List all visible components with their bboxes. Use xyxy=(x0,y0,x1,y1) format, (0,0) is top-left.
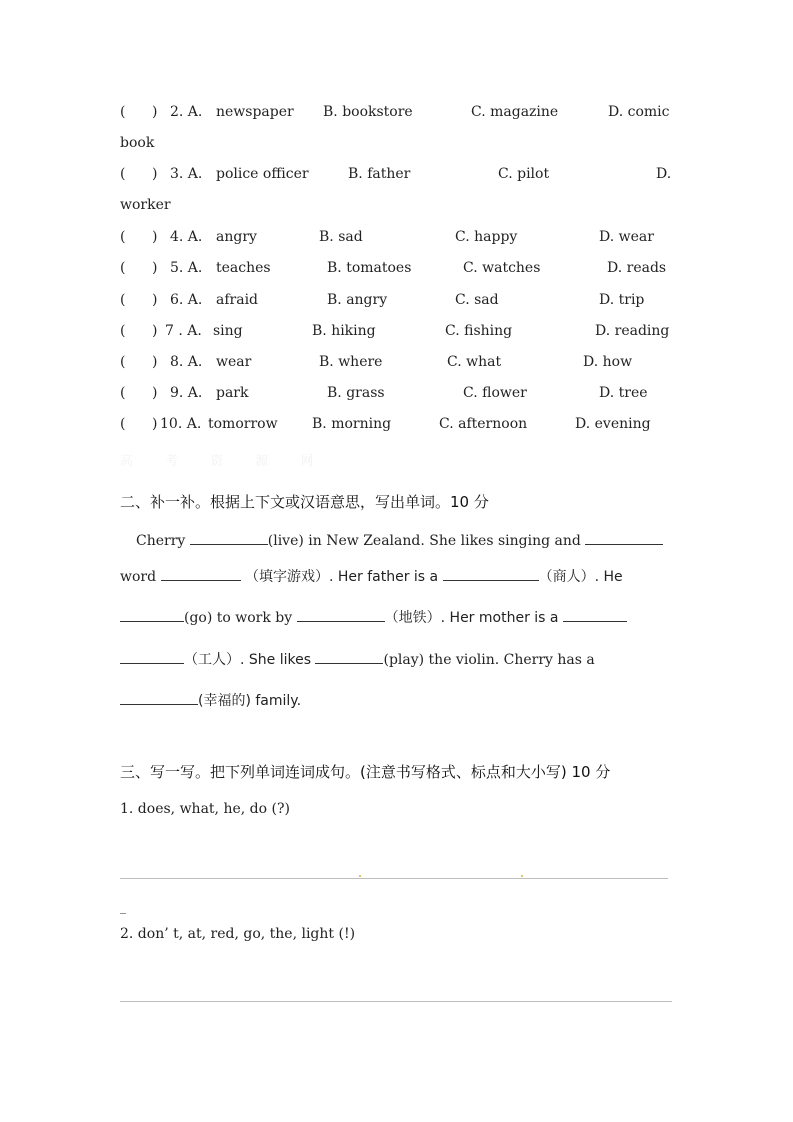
answer-paren-close: ) xyxy=(152,323,158,339)
option-a: angry xyxy=(216,229,257,245)
fill-text: (play) the violin. Cherry has a xyxy=(383,652,595,668)
option-a: sing xyxy=(213,323,243,339)
fill-text: （商人）. He xyxy=(538,569,623,585)
answer-paren-open: ( xyxy=(120,229,126,245)
question-row xyxy=(0,383,793,403)
answer-slot[interactable] xyxy=(132,321,150,339)
question-row xyxy=(0,414,793,434)
answer-paren-open: ( xyxy=(120,323,126,339)
watermark-text: 高 考 资 源 网 xyxy=(120,454,328,469)
decorative-dot xyxy=(359,875,361,877)
option-b: B. hiking xyxy=(312,323,376,339)
fill-text: (live) in New Zealand. She likes singing and xyxy=(267,533,581,549)
section3-heading: 三、写一写。把下列单词连词成句。(注意书写格式、标点和大小写) 10 分 xyxy=(120,763,611,781)
fill-line-5 xyxy=(120,688,301,712)
fill-line-2 xyxy=(120,564,623,588)
question-number: 2. A. xyxy=(170,104,203,120)
option-a: teaches xyxy=(216,260,271,276)
option-b: B. morning xyxy=(312,416,392,432)
question-number: 3. A. xyxy=(170,166,203,182)
option-d-wrap: book xyxy=(120,135,155,151)
option-b: B. sad xyxy=(319,229,363,245)
fill-line-1 xyxy=(136,528,663,552)
fill-text: Cherry xyxy=(136,533,186,549)
answer-slot[interactable] xyxy=(132,383,150,401)
option-a: wear xyxy=(216,354,252,370)
answer-paren-open: ( xyxy=(120,385,126,401)
option-b: B. angry xyxy=(327,292,388,308)
answer-paren-open: ( xyxy=(120,292,126,308)
option-d: D. how xyxy=(583,354,633,370)
option-b: B. grass xyxy=(327,385,385,401)
question-1-prompt: 1. does, what, he, do (?) xyxy=(120,801,290,817)
option-d: D. tree xyxy=(599,385,648,401)
answer-blank[interactable] xyxy=(120,605,184,622)
fill-text: （工人）. She likes xyxy=(184,652,312,668)
answer-paren-close: ) xyxy=(152,229,158,245)
fill-line-4 xyxy=(120,647,595,671)
fill-text: （地铁）. Her mother is a xyxy=(384,610,559,626)
option-d: D. wear xyxy=(599,229,654,245)
question-row xyxy=(0,102,793,122)
question-number: 6. A. xyxy=(170,292,203,308)
answer-paren-open: ( xyxy=(120,166,126,182)
option-d: D. trip xyxy=(599,292,645,308)
option-a: tomorrow xyxy=(208,416,278,432)
option-a: newspaper xyxy=(216,104,294,120)
option-c: C. flower xyxy=(463,385,527,401)
answer-slot[interactable] xyxy=(132,164,150,182)
option-c: C. happy xyxy=(455,229,518,245)
answer-line-1[interactable] xyxy=(120,878,668,879)
fill-text: （填字游戏）. Her father is a xyxy=(244,569,439,585)
option-c: C. watches xyxy=(463,260,541,276)
answer-blank[interactable] xyxy=(443,564,539,581)
option-b: B. where xyxy=(319,354,383,370)
answer-blank[interactable] xyxy=(297,605,385,622)
question-row xyxy=(0,164,793,184)
answer-blank[interactable] xyxy=(585,528,663,545)
answer-slot[interactable] xyxy=(132,352,150,370)
answer-paren-open: ( xyxy=(120,416,126,432)
option-c: C. afternoon xyxy=(439,416,528,432)
answer-paren-close: ) xyxy=(152,416,158,432)
question-number: 7 . A. xyxy=(165,323,202,339)
question-row xyxy=(0,321,793,341)
answer-slot[interactable] xyxy=(132,258,150,276)
answer-blank[interactable] xyxy=(120,688,198,705)
answer-paren-close: ) xyxy=(152,354,158,370)
question-2-prompt: 2. don’ t, at, red, go, the, light (!) xyxy=(120,926,356,942)
fill-text: word xyxy=(120,569,157,585)
option-d: D. reading xyxy=(595,323,670,339)
option-a: park xyxy=(216,385,249,401)
answer-blank[interactable] xyxy=(161,564,241,581)
answer-paren-close: ) xyxy=(152,385,158,401)
answer-paren-close: ) xyxy=(152,292,158,308)
fill-line-3 xyxy=(120,605,627,629)
option-d: D. xyxy=(656,166,672,182)
question-number: 9. A. xyxy=(170,385,203,401)
option-a: police officer xyxy=(216,166,309,182)
section2-heading: 二、补一补。根据上下文或汉语意思，写出单词。10 分 xyxy=(120,493,489,511)
decorative-dot xyxy=(521,875,523,877)
fill-text: (幸福的) family. xyxy=(198,693,302,709)
question-number: 10. A. xyxy=(160,416,202,432)
answer-slot[interactable] xyxy=(132,102,150,120)
answer-blank[interactable] xyxy=(190,528,268,545)
option-c: C. pilot xyxy=(498,166,550,182)
answer-paren-open: ( xyxy=(120,260,126,276)
question-number: 5. A. xyxy=(170,260,203,276)
option-d: D. evening xyxy=(575,416,651,432)
option-c: C. what xyxy=(447,354,502,370)
answer-blank[interactable] xyxy=(120,647,184,664)
question-row xyxy=(0,258,793,278)
option-b: B. bookstore xyxy=(323,104,413,120)
fill-text: (go) to work by xyxy=(184,610,293,626)
answer-paren-open: ( xyxy=(120,354,126,370)
answer-paren-close: ) xyxy=(152,166,158,182)
answer-slot[interactable] xyxy=(132,414,150,432)
answer-line-2[interactable] xyxy=(120,1001,672,1002)
question-row xyxy=(0,290,793,310)
question-row xyxy=(0,352,793,372)
answer-slot[interactable] xyxy=(132,290,150,308)
option-d: D. reads xyxy=(607,260,667,276)
question-number: 4. A. xyxy=(170,229,203,245)
answer-slot[interactable] xyxy=(132,227,150,245)
question-number: 8. A. xyxy=(170,354,203,370)
question-row xyxy=(0,227,793,247)
option-d-wrap: worker xyxy=(120,197,171,213)
answer-line-underscore: _ xyxy=(120,900,126,914)
answer-blank[interactable] xyxy=(315,647,383,664)
option-c: C. fishing xyxy=(445,323,513,339)
option-b: B. father xyxy=(348,166,411,182)
option-c: C. sad xyxy=(455,292,499,308)
answer-blank[interactable] xyxy=(563,605,627,622)
option-a: afraid xyxy=(216,292,259,308)
option-b: B. tomatoes xyxy=(327,260,412,276)
option-c: C. magazine xyxy=(471,104,559,120)
answer-paren-open: ( xyxy=(120,104,126,120)
option-d: D. comic xyxy=(608,104,670,120)
answer-paren-close: ) xyxy=(152,104,158,120)
answer-paren-close: ) xyxy=(152,260,158,276)
